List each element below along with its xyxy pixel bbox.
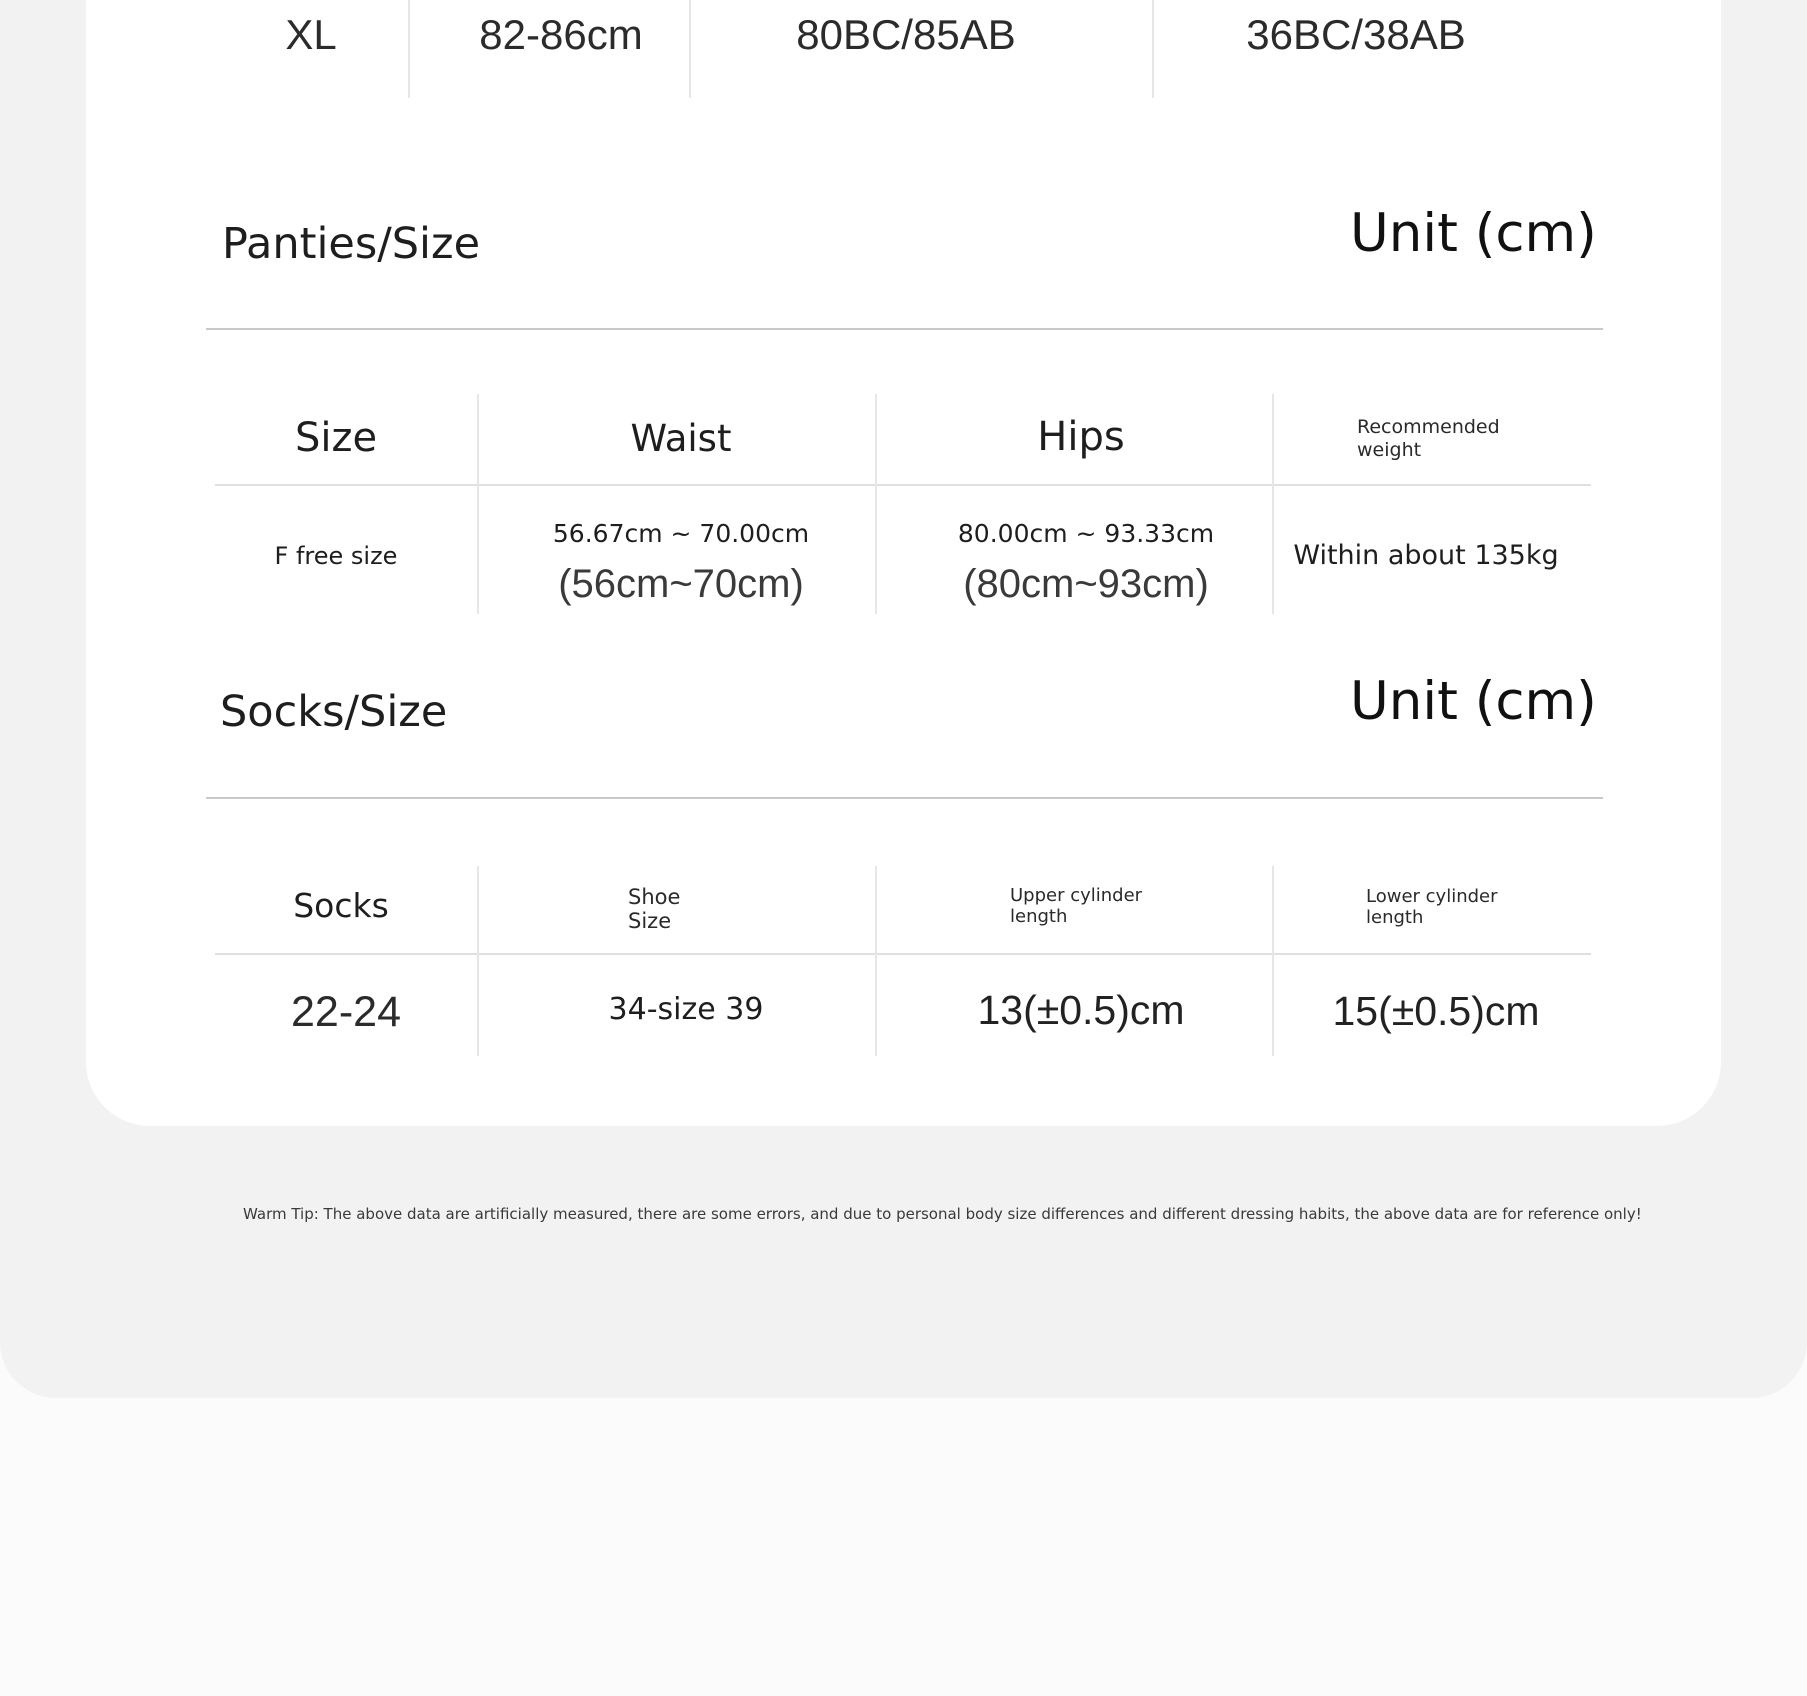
warm-tip-note: Warm Tip: The above data are artificially measured, there are some errors, and due to personal body size differences and different dressing habits, the above data are for reference only! [243,1205,1642,1223]
panties-header-waist: Waist [630,417,732,460]
socks-upper-length-cell: 13(±0.5)cm [977,987,1185,1033]
panties-waist-cell: 56.67cm ~ 70.00cm [552,519,810,548]
bra-underbust-cell: 82-86cm [479,11,643,58]
column-divider [1272,394,1274,614]
socks-header-upper-length: Upper cylinder length [1010,885,1143,927]
socks-section-title: Socks/Size [220,687,448,737]
column-divider [1272,866,1274,1056]
column-divider [477,866,479,1056]
panties-hips-cell: 80.00cm ~ 93.33cm [957,519,1215,548]
socks-header-socks: Socks [293,886,389,925]
panties-weight-cell: Within about 135kg [1293,540,1559,571]
socks-shoe-size-cell: 34-size 39 [608,992,764,1027]
panties-header-size: Size [294,415,378,461]
panties-header-divider [215,484,1591,486]
socks-header-shoe-size: Shoe Size [628,885,681,933]
socks-header-lower-length: Lower cylinder length [1366,886,1498,928]
column-divider [875,866,877,1056]
socks-header-divider [215,953,1591,955]
panties-size-cell: F free size [274,542,398,570]
bra-eu-size-cell: 80BC/85AB [796,11,1016,58]
column-divider [689,0,691,98]
socks-unit-label: Unit (cm) [1350,671,1597,732]
column-divider [477,394,479,614]
bra-size-cell: XL [285,11,337,58]
socks-lower-length-cell: 15(±0.5)cm [1332,988,1540,1034]
panties-header-hips: Hips [1037,414,1125,460]
column-divider [875,394,877,614]
socks-section-rule [206,797,1603,799]
panties-hips-alt-cell: (80cm~93cm) [963,562,1209,606]
socks-size-cell: 22-24 [291,988,401,1036]
panties-unit-label: Unit (cm) [1350,203,1597,264]
column-divider [1152,0,1154,98]
column-divider [408,0,410,98]
panties-waist-alt-cell: (56cm~70cm) [558,562,804,606]
bra-us-size-cell: 36BC/38AB [1246,11,1466,58]
panties-header-weight: Recommended weight [1357,416,1500,461]
size-chart-card [86,0,1721,1126]
panties-section-title: Panties/Size [222,219,481,269]
panties-section-rule [206,328,1603,330]
